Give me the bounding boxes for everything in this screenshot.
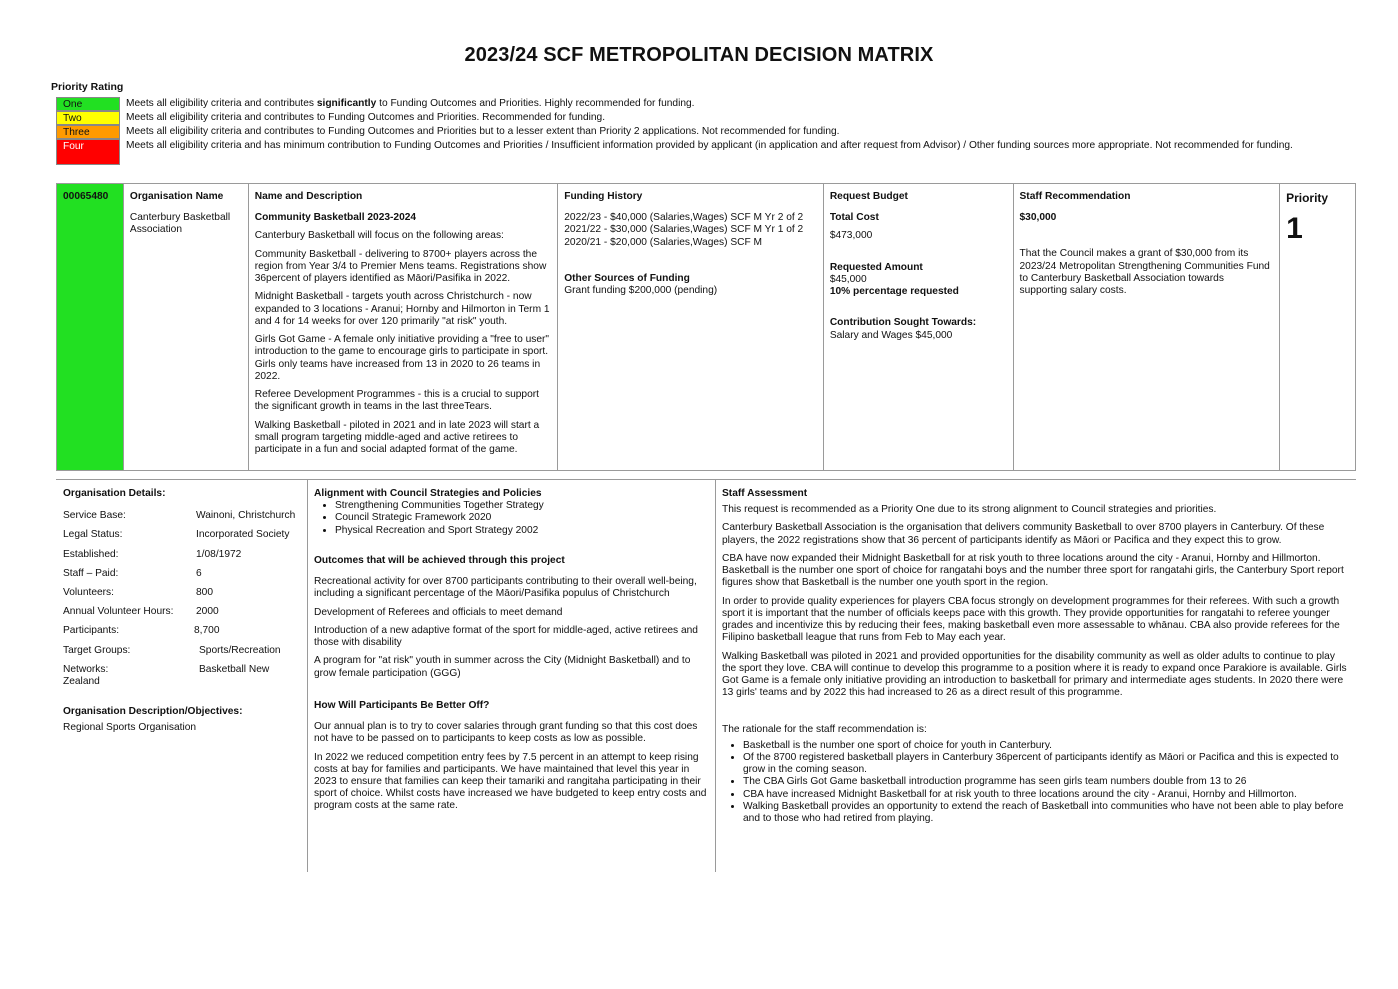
- total-cost-value: $473,000: [829, 230, 873, 242]
- rationale-item: • Walking Basketball provides an opportunity to extend the reach of Basketball into communities who have not been able to play before and to those who had retired from playing.: [743, 801, 1348, 825]
- priority-swatch-three: Three: [56, 125, 120, 139]
- outcome-item: Introduction of a new adaptive format of the sport for middle-aged, active retirees and those with disability: [314, 624, 698, 649]
- organisation-description: Regional Sports Organisation: [63, 722, 197, 734]
- outcome-item: A program for "at risk" youth in summer across the City (Midnight Basketball) and to grow female participation (GGG): [314, 655, 691, 679]
- priority-row-two: [56, 111, 1316, 125]
- project-name: Community Basketball 2023-2024: [254, 212, 417, 224]
- better-off-paragraph: Our annual plan is to try to cover salaries through grant funding so that this cost does not have to be passed on to participants to keep costs as low as possible.: [314, 721, 698, 745]
- requested-amount-label: Requested Amount: [829, 261, 923, 273]
- detail-participants: Participants: 8,700: [63, 625, 220, 637]
- recommended-amount: $30,000: [1019, 212, 1057, 224]
- alignment-item: • Council Strategic Framework 2020: [335, 512, 709, 524]
- request-budget-header: Request Budget: [829, 191, 908, 202]
- contribution-towards-label: Contribution Sought Towards:: [829, 317, 977, 329]
- description-paragraph: Canterbury Basketball will focus on the following areas:: [254, 230, 504, 242]
- outcome-item: Development of Referees and officials to meet demand: [314, 606, 563, 618]
- alignment-item: • Physical Recreation and Sport Strategy 2002: [335, 525, 709, 537]
- funding-history-line: 2021/22 - $30,000 (Salaries,Wages) SCF M Yr 1 of 2: [564, 224, 804, 236]
- alignment-heading: Alignment with Council Strategies and Policies: [314, 488, 542, 499]
- priority-rating-heading: Priority Rating: [51, 81, 124, 93]
- rationale-list: [722, 740, 1348, 826]
- priority-desc-one: Meets all eligibility criteria and contributes significantly to Funding Outcomes and Priorities. Highly recommended for funding.: [126, 98, 695, 109]
- alignment-list: [314, 500, 709, 537]
- organisation-description-heading: Organisation Description/Objectives:: [63, 706, 243, 718]
- organisation-details-heading: Organisation Details:: [63, 488, 166, 499]
- detail-legal-status: Legal Status: Incorporated Society: [63, 529, 290, 541]
- other-funding-value: Grant funding $200,000 (pending): [564, 285, 718, 297]
- name-description-header: Name and Description: [254, 191, 363, 202]
- recommendation-text: That the Council makes a grant of $30,000 from its 2023/24 Metropolitan Strengthening Communities Fund to Canterbury Basketball Association towards supporting salary costs.: [1019, 248, 1270, 297]
- detail-established: Established: 1/08/1972: [63, 548, 242, 560]
- details-section: [56, 479, 1356, 872]
- percentage-requested: 10% percentage requested: [829, 286, 959, 298]
- better-off-heading: How Will Participants Be Better Off?: [314, 699, 490, 711]
- alignment-column: [308, 480, 716, 872]
- application-id: 00065480: [57, 184, 124, 470]
- priority-rating-legend: [56, 97, 1316, 165]
- rationale-intro: The rationale for the staff recommendation is:: [722, 723, 927, 735]
- detail-networks: Networks: Basketball New Zealand: [63, 663, 270, 687]
- outcome-item: Recreational activity for over 8700 participants contributing to their overall well-being, including a significant percentage of the Māori/Pasifika populus of Christchurch: [314, 576, 697, 600]
- request-budget-cell: [824, 184, 1014, 470]
- priority-swatch-four: Four: [56, 139, 120, 165]
- priority-desc-four: Meets all eligibility criteria and has minimum contribution to Funding Outcomes and Priorities / Insufficient information provided by applicant (in application and after request from Advisor) / Other funding sources more appropriate. Not recommended for funding.: [126, 140, 1293, 151]
- detail-staff-paid: Staff – Paid: 6: [63, 567, 202, 579]
- priority-row-one: [56, 97, 1316, 111]
- priority-row-four: [56, 139, 1316, 165]
- funding-history-line: 2020/21 - $20,000 (Salaries,Wages) SCF M: [564, 236, 763, 248]
- priority-swatch-one: One: [56, 97, 120, 111]
- priority-header: Priority: [1286, 191, 1329, 205]
- organisation-name: Canterbury Basketball Association: [129, 212, 231, 236]
- organisation-name-header: Organisation Name: [129, 191, 224, 202]
- priority-row-three: [56, 125, 1316, 139]
- funding-history-cell: [558, 184, 824, 470]
- outcomes-heading: Outcomes that will be achieved through this project: [314, 554, 565, 566]
- priority-desc-three: Meets all eligibility criteria and contributes to Funding Outcomes and Priorities but to a lesser extent than Priority 2 applications. Not recommended for funding.: [126, 126, 840, 137]
- staff-assessment-heading: Staff Assessment: [722, 488, 808, 499]
- rationale-item: • Basketball is the number one sport of choice for youth in Canterbury.: [743, 740, 1348, 752]
- alignment-item: • Strengthening Communities Together Strategy: [335, 500, 709, 512]
- description-paragraph: Referee Development Programmes - this is a crucial to support the significant growth in teams in the last threeTears.: [254, 389, 539, 413]
- detail-service-base: Service Base: Wainoni, Christchurch: [63, 510, 296, 522]
- requested-amount-value: $45,000: [829, 273, 867, 285]
- staff-recommendation-cell: [1014, 184, 1281, 470]
- total-cost-label: Total Cost: [829, 212, 879, 224]
- organisation-name-cell: [124, 184, 249, 470]
- description-paragraph: Midnight Basketball - targets youth across Christchurch - now expanded to 3 locations - Aranui; Hornby and Hilmorton in Term 1 and 4 for 14 weeks for over 120 primarily "at risk" youth.: [254, 291, 550, 327]
- page-title: 2023/24 SCF METROPOLITAN DECISION MATRIX: [464, 44, 934, 66]
- detail-volunteers: Volunteers: 800: [63, 586, 213, 598]
- staff-assessment-column: [716, 480, 1356, 872]
- priority-cell: [1280, 184, 1355, 470]
- name-description-cell: [249, 184, 559, 470]
- description-paragraph: Walking Basketball - piloted in 2021 and in late 2023 will start a small program targeting middle-aged and active retirees to participate in a fun and social adapted format of the game.: [254, 419, 540, 455]
- rationale-item: • CBA have increased Midnight Basketball for at risk youth to three locations around the city - Aranui, Hornby and Hillmorton.: [743, 789, 1348, 801]
- detail-target-groups: Target Groups: Sports/Recreation: [63, 644, 281, 656]
- better-off-paragraph: In 2022 we reduced competition entry fees by 7.5 percent in an attempt to keep rising costs at bay for families and participants. We have maintained that level this year in 2023 to ensure that families can keep their tamariki and rangitaha participating in their sport of choice. Whilst costs have increased we have budgeted to keep entry costs and program costs at the same rate.: [314, 751, 707, 812]
- assessment-paragraph: Walking Basketball was piloted in 2021 and provided opportunities for the disability community as well as older adults to continue to play the sport they love. CBA will continue to develop this programme to a position where it is ready to expand once Parakiore is available. Girls Got Game is a female only initiative providing an introduction to basketball for primary and intermediate ages students. In 2020 there were 13 girls' teams and by 2022 this had increased to 26 as a direct result of this programme.: [722, 650, 1347, 699]
- organisation-details-column: [56, 480, 308, 872]
- rationale-item: • The CBA Girls Got Game basketball introduction programme has seen girls team numbers double from 13 to 26: [743, 776, 1348, 788]
- priority-swatch-two: Two: [56, 111, 120, 125]
- other-funding-header: Other Sources of Funding: [564, 272, 690, 284]
- funding-history-header: Funding History: [564, 191, 643, 202]
- detail-volunteer-hours: Annual Volunteer Hours: 2000: [63, 606, 219, 618]
- assessment-paragraph: This request is recommended as a Priority One due to its strong alignment to Council strategies and priorities.: [722, 504, 1217, 516]
- decision-matrix-row: [56, 183, 1356, 471]
- assessment-paragraph: CBA have now expanded their Midnight Basketball for at risk youth to three locations around the city - Aranui, Hornby and Hillmorton. Basketball is the number one sport of choice for rangatahi boys and the number three sport for rangatahi girls, the Canterbury Sport report figures show that Basketball is the number one youth sport in the region.: [722, 552, 1344, 589]
- priority-value: 1: [1286, 212, 1303, 246]
- priority-desc-two: Meets all eligibility criteria and contributes to Funding Outcomes and Priorities. Recommended for funding.: [126, 112, 606, 123]
- rationale-item: • Of the 8700 registered basketball players in Canterbury 36percent of participants identify as Māori or Pacifica and this is expected to grow in the coming season.: [743, 752, 1348, 776]
- description-paragraph: Girls Got Game - A female only initiative providing a "free to user" introduction to the game to encourage girls to participate in sport. Girls only teams have increased from 13 in 2020 to 26 teams in 2022.: [254, 334, 550, 382]
- assessment-paragraph: In order to provide quality experiences for players CBA focus strongly on development programmes for their referees. With such a growth sport it is important that the number of officials keeps pace with this growth. They provide opportunities for rangatahi to referee younger grades and incentivize this by reducing their fees, making basketball even more assessable to whānau. CBA also provide referees for the Filipino basketball league that runs from Feb to May each year.: [722, 595, 1340, 644]
- contribution-towards-value: Salary and Wages $45,000: [829, 329, 953, 341]
- assessment-paragraph: Canterbury Basketball Association is the organisation that delivers community Basketball to over 8700 players in Canterbury. Of these players, the 2022 registrations show that 36 percent of participants identify as Māori or Pacifica and they expect this to grow.: [722, 522, 1325, 546]
- description-paragraph: Community Basketball - delivering to 8700+ players across the region from Year 3/4 to Premier Mens teams. Registrations show 36percent of players identified as Māori/Pasifika in 2022.: [254, 248, 547, 285]
- funding-history-line: 2022/23 - $40,000 (Salaries,Wages) SCF M Yr 2 of 2: [564, 212, 804, 224]
- staff-recommendation-header: Staff Recommendation: [1019, 191, 1131, 202]
